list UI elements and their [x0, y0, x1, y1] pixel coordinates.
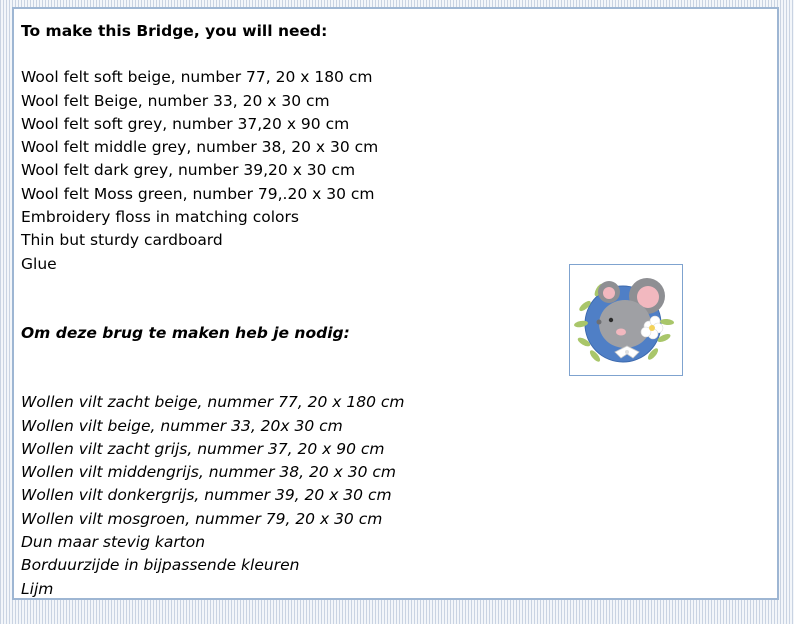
list-item: Glue [21, 254, 57, 273]
mouse-illustration [569, 264, 683, 376]
materials-text [21, 20, 541, 601]
list-item: Wool felt dark grey, number 39,20 x 30 cm [21, 161, 356, 180]
list-item: Wool felt Beige, number 33, 20 x 30 cm [21, 91, 330, 110]
dutch-heading: Om deze brug te maken heb je nodig: [21, 323, 350, 342]
list-item: Wollen vilt mosgroen, nummer 79, 20 x 30 cm [21, 509, 383, 528]
mouse-wreath-icon [571, 266, 681, 374]
list-item: Wollen vilt donkergrijs, nummer 39, 20 x 30 cm [21, 486, 392, 505]
list-item: Wollen vilt beige, nummer 33, 20x 30 cm [21, 416, 343, 435]
english-heading: To make this Bridge, you will need: [21, 22, 328, 40]
list-item: Lijm [21, 579, 54, 598]
list-item: Thin but sturdy cardboard [21, 231, 223, 250]
list-item: Borduurzijde in bijpassende kleuren [21, 556, 300, 575]
list-item: Embroidery floss in matching colors [21, 208, 299, 227]
list-item: Wool felt soft grey, number 37,20 x 90 cm [21, 114, 350, 133]
dutch-materials-list [21, 391, 541, 601]
list-item: Wool felt middle grey, number 38, 20 x 30 cm [21, 138, 379, 157]
list-item: Wollen vilt zacht beige, nummer 77, 20 x 180 cm [21, 393, 405, 412]
list-item: Wool felt Moss green, number 79,.20 x 30 cm [21, 184, 375, 203]
english-materials-list [21, 66, 541, 276]
list-item: Wollen vilt zacht grijs, nummer 37, 20 x 90 cm [21, 439, 385, 458]
list-item: Dun maar stevig karton [21, 533, 206, 552]
document-page [12, 7, 779, 600]
list-item: Wollen vilt middengrijs, nummer 38, 20 x 30 cm [21, 463, 396, 482]
list-item: Wool felt soft beige, number 77, 20 x 180 cm [21, 68, 373, 87]
